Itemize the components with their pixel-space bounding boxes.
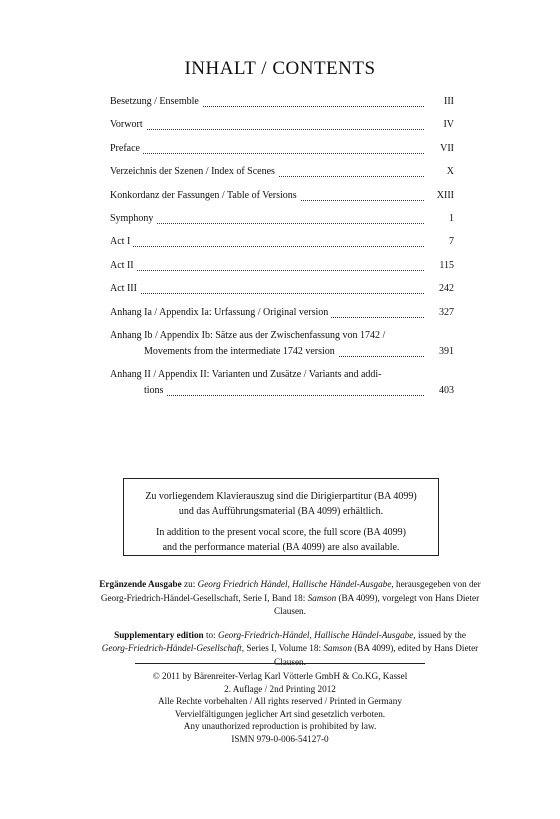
- toc-entry-page: XIII: [426, 188, 454, 204]
- toc-entry-label: Besetzung / Ensemble: [110, 96, 202, 107]
- dot-leader: [110, 223, 424, 224]
- toc-entry: [110, 328, 454, 360]
- toc-entry: [110, 305, 454, 321]
- toc-entry-label: Symphony: [110, 213, 156, 224]
- toc-entry-page: 7: [426, 234, 454, 250]
- imprint-line: Alle Rechte vorbehalten / All rights reserved / Printed in Germany: [158, 696, 402, 706]
- dot-leader: [110, 153, 424, 154]
- toc-entry: [110, 234, 454, 250]
- toc-entry: [110, 188, 454, 204]
- toc-entry-label-line: Anhang II / Appendix II: Varianten und Zusätze / Variants and addi-: [110, 367, 454, 383]
- toc-entry-page: 115: [426, 258, 454, 274]
- toc-entry-page: X: [426, 164, 454, 180]
- toc-entry-page: 1: [426, 211, 454, 227]
- imprint-line: © 2011 by Bärenreiter-Verlag Karl Vötterle GmbH & Co.KG, Kassel: [152, 671, 408, 681]
- copyright-imprint: [0, 670, 560, 745]
- toc-entry-page: 242: [426, 281, 454, 297]
- toc-entry: [110, 117, 454, 133]
- toc-entry-label: Konkordanz der Fassungen / Table of Versions: [110, 190, 300, 201]
- toc-entry-label: Preface: [110, 143, 143, 154]
- page-title: INHALT / CONTENTS: [184, 58, 376, 79]
- notice-de-line: Zu vorliegendem Klavierauszug sind die Dirigierpartitur (BA 4099): [145, 491, 417, 502]
- edition-note-de: Ergänzende Ausgabe zu: Georg Friedrich Händel, Hallische Händel-Ausgabe, herausgegeben von der Georg-Friedrich-Händel-Gesellschaft, Serie I, Band 18: Samson (BA 4099), vorgelegt von Hans Dieter Clausen.: [99, 579, 481, 616]
- toc-entry-page: IV: [426, 117, 454, 133]
- toc-entry-label-line: Movements from the intermediate 1742 version 391: [110, 344, 454, 360]
- imprint-line: 2. Auflage / 2nd Printing 2012: [224, 683, 336, 694]
- imprint-line: ISMN 979-0-006-54127-0: [231, 733, 329, 744]
- imprint-line: Any unauthorized reproduction is prohibited by law.: [183, 721, 377, 731]
- toc-entry-page: III: [426, 94, 454, 110]
- toc-entry: [110, 141, 454, 157]
- toc-entry-label: Verzeichnis der Szenen / Index of Scenes: [110, 166, 278, 177]
- notice-en-line: and the performance material (BA 4099) are also available.: [162, 542, 400, 553]
- toc-entry: [110, 281, 454, 297]
- edition-note-en: Supplementary edition to: Georg-Friedrich-Händel, Hallische Händel-Ausgabe, issued by the Georg-Friedrich-Händel-Gesellschaft, Series I, Volume 18: Samson (BA 4099), edited by Hans Dieter Clausen.: [101, 629, 479, 667]
- toc-entry: [110, 94, 454, 110]
- toc-entry-label: Anhang Ia / Appendix Ia: Urfassung / Original version: [110, 307, 331, 318]
- dot-leader: [110, 270, 424, 271]
- dot-leader: [110, 129, 424, 130]
- toc-entry-label: Act III: [110, 283, 140, 294]
- dot-leader: [110, 293, 424, 294]
- toc-entry-label: Act I: [110, 236, 133, 247]
- dot-leader: [110, 246, 424, 247]
- notice-de-line: und das Aufführungsmaterial (BA 4099) erhältlich.: [178, 506, 384, 517]
- toc-entry-page: 391: [426, 344, 454, 360]
- toc-entry-page: 327: [426, 305, 454, 321]
- toc-entry-label-line: tions 403: [110, 383, 454, 399]
- toc-entry: [110, 258, 454, 274]
- availability-notice-box: [123, 478, 439, 556]
- toc-entry-label: Vorwort: [110, 119, 146, 130]
- toc-entry-label-line: Anhang Ib / Appendix Ib: Sätze aus der Zwischenfassung von 1742 /: [110, 328, 454, 344]
- toc-entry: [110, 164, 454, 180]
- toc-entry-page: VII: [426, 141, 454, 157]
- imprint-line: Vervielfältigungen jeglicher Art sind gesetzlich verboten.: [174, 708, 386, 719]
- notice-en-line: In addition to the present vocal score, the full score (BA 4099): [156, 527, 406, 538]
- table-of-contents: [110, 94, 454, 407]
- toc-entry-page: 403: [426, 383, 454, 399]
- toc-entry-label: Act II: [110, 260, 137, 271]
- horizontal-divider: [135, 663, 425, 664]
- toc-entry: [110, 211, 454, 227]
- toc-entry: [110, 367, 454, 399]
